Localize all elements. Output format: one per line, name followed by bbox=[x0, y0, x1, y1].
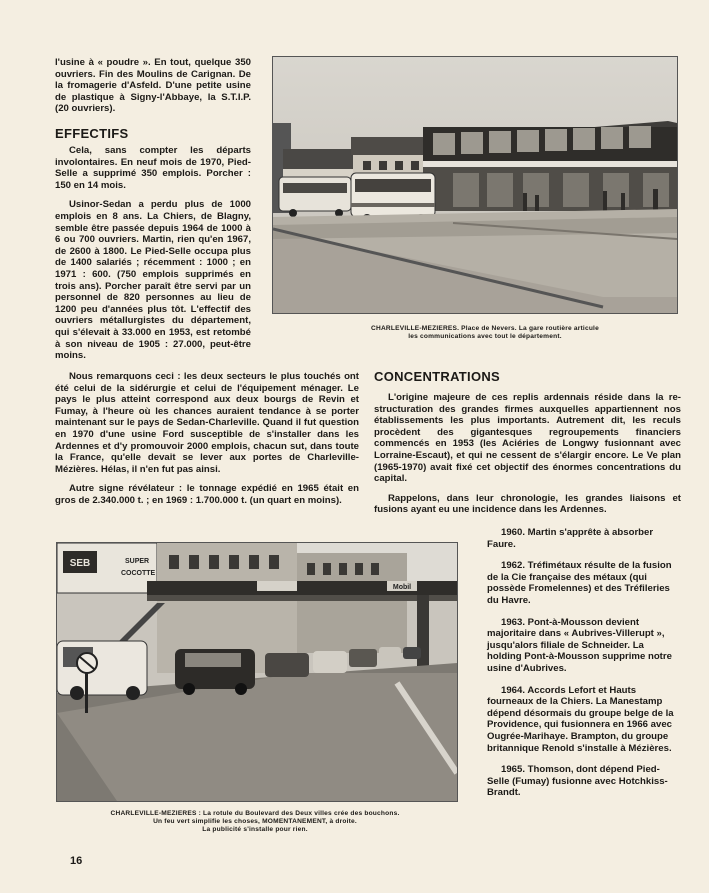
photo-top-caption: CHARLEVILLE-MEZIERES. Place de Nevers. La gare routière articule les communications avec tout le département. bbox=[371, 325, 599, 340]
page-number: 16 bbox=[70, 855, 83, 867]
sign-super: SUPER bbox=[125, 558, 150, 565]
intro-paragraph: l'usine à « poudre ». En tout, quelque 350 ouvriers. Fin des Moulins de Carignan. De la fromagerie d'Asfeld. D'une petite usine de plastique à Signy-l'Abbaye, la S.T.I.P. (20 ouvriers). bbox=[55, 57, 251, 115]
chronology-item-1962: 1962. Tréfimétaux résulte de la fusion de la Cie française des métaux (qui possède Fromelennes) et des Tréfileries du Havre. bbox=[487, 560, 672, 606]
photo-bottom-caption: CHARLEVILLE-MEZIERES : La rotule du Boulevard des Deux villes crée des bouchons. Un feu vert simplifie les choses, MOMENTANEMENT, à droite. La publicité s'installe pour rien. bbox=[110, 810, 400, 833]
concentrations-paragraph-1: L'origine majeure de ces replis ardennais réside dans la re-structuration des grandes firmes auxquelles appartiennent nos établissements les plus importants. Autrement dit, les reculs procèdent des gigantesques regroupements financiers commencés en 1953 (les Aciéries de Longwy fusionnant avec Lorraine-Escaut), et qui ne cessent de s'élargir encore. Le Ve plan (1965-1970) avait fixé cet objectif des énormes concentrations du capital. bbox=[374, 392, 681, 485]
boulevard-illustration bbox=[57, 543, 457, 801]
sectors-text bbox=[55, 371, 359, 507]
photo-boulevard bbox=[56, 542, 458, 802]
sign-seb: SEB bbox=[69, 558, 91, 569]
chronology-item-1960: 1960. Martin s'apprête à absorber Faure. bbox=[487, 527, 654, 550]
chronology-item-1965: 1965. Thomson, dont dépend Pied-Selle (Fumay) fusionne avec Hotchkiss-Brandt. bbox=[487, 764, 668, 799]
effectifs-paragraph-1: Cela, sans compter les départs involontaires. En neuf mois de 1970, Pied-Selle a supprimé 350 emplois. Porcher : 150 en 14 mois. bbox=[55, 145, 251, 191]
tonnage-paragraph: Autre signe révélateur : le tonnage expédié en 1965 était en gros de 2.340.000 t. ; en 1969 : 1.700.000 t. (un quart en moins). bbox=[55, 483, 359, 506]
concentrations-text bbox=[374, 392, 681, 516]
chronology-item-1964: 1964. Accords Lefort et Hauts fourneaux de la Chiers. La Manestamp dépend désormais du groupe belge de la Providence, qui fusionnera en 1966 avec Ougrée-Marihaye. Brampton, du groupe britannique Renold s'installe à Mézières. bbox=[487, 684, 674, 754]
effectifs-text bbox=[55, 145, 251, 362]
sign-mobil: Mobil bbox=[392, 584, 412, 591]
chronology-list bbox=[487, 527, 681, 799]
chronology-item-1963: 1963. Pont-à-Mousson devient majoritaire dans « Aubrives-Villerupt », jusqu'alors filiale de Schneider. La holding Pont-à-Mousson supprime notre usine d'Aubrives. bbox=[487, 616, 672, 674]
concentrations-paragraph-2: Rappelons, dans leur chronologie, les grandes liaisons et fusions ayant eu une incidence dans les Ardennes. bbox=[374, 492, 681, 516]
effectifs-paragraph-2: Usinor-Sedan a perdu plus de 1000 emplois en 8 ans. La Chiers, de Blagny, semble être passée depuis 1964 de 1000 à 6 ou 700 ouvriers. Martin, rien qu'en 1967, de 2600 à 1800. Le Pied-Selle occupa plus de 1400 salariés ; récemment : 1000 ; en 1971 : 600. (750 emplois supprimés en trois ans). Porcher paraît être servi par un personnel de 820 personnes au lieu de 1200 peu d'années plus tôt. L'effectif des ouvriers métallurgistes du département, qui s'élevait à 33.000 en 1953, est retombé à son niveau de 1905 : 27.000, peut-être moins. bbox=[55, 199, 251, 362]
sectors-paragraph: Nous remarquons ceci : les deux secteurs le plus touchés ont été celui de la sidérurgie et celui de l'équipement ménager. Le pays le plus atteint correspond aux deux bourgs de Revin et Fumay, à l'heure où les chances auraient tendance à se porter maintenant sur le pays de Sedan-Charleville. Quand il fut question en 1970 d'une usine Ford susceptible de s'installer dans les Ardennes et d'y promouvoir 2000 emplois, chacun sut, dans toute la France, qu'elle devait se lever aux portes de Charleville-Mézières. Hélas, il n'en fut pas ainsi. bbox=[55, 371, 359, 475]
sign-cocotte: COCOTTE bbox=[121, 570, 156, 577]
effectifs-heading: EFFECTIFS bbox=[55, 126, 129, 141]
photo-bus-station bbox=[272, 56, 678, 314]
bus-station-illustration bbox=[273, 57, 677, 313]
concentrations-heading: CONCENTRATIONS bbox=[374, 369, 501, 384]
